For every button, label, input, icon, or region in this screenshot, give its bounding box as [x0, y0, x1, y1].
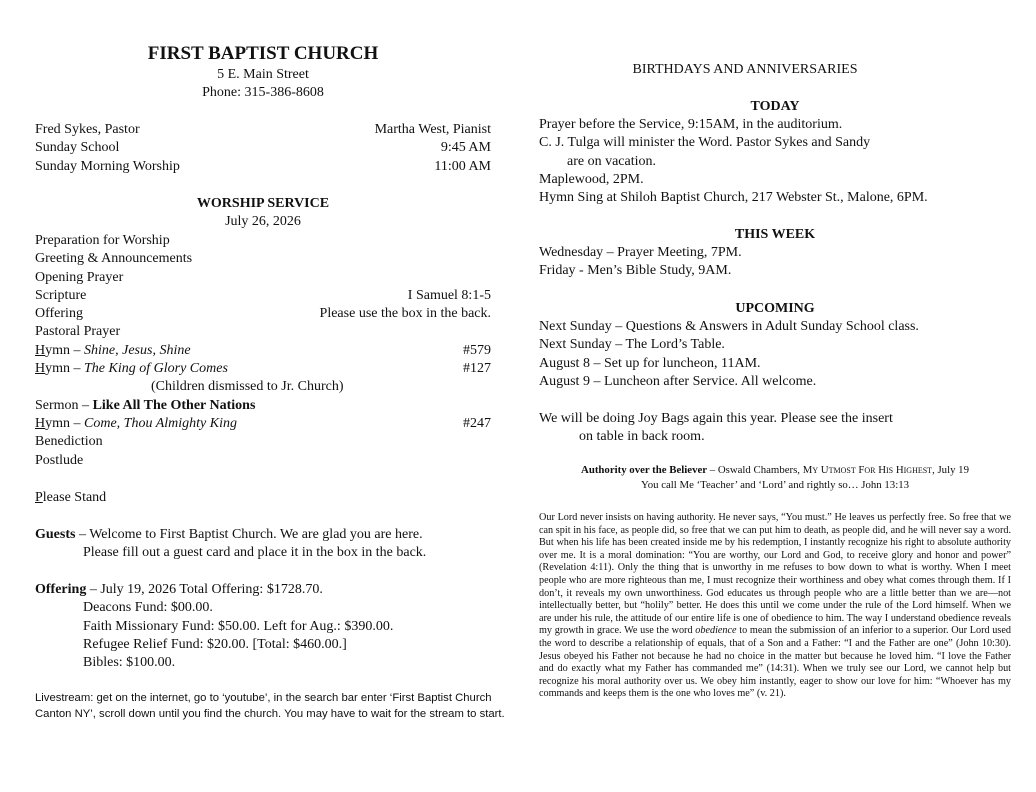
livestream-note: Livestream: get on the internet, go to ‘youtube’, in the search bar enter ‘First Baptist Church Canton NY’, scroll down until you find the church. You may have to wait for the stream to start. [35, 692, 505, 721]
week-list [539, 244, 1011, 281]
week-title: THIS WEEK [734, 227, 816, 242]
benediction: Benediction [35, 434, 103, 450]
joy-line-2: on table in back room. [579, 429, 705, 445]
stand-text: lease Stand [42, 490, 107, 505]
upcoming-item: Next Sunday – Questions & Answers in Adult Sunday School class. [539, 319, 919, 334]
today-item: Prayer before the Service, 9:15AM, in the auditorium. [539, 117, 843, 132]
today-item: C. J. Tulga will minister the Word. Pastor Sykes and Sandy [539, 135, 871, 151]
staff-row [35, 139, 491, 157]
hymn-row [35, 360, 491, 378]
preparation: Preparation for Worship [35, 233, 170, 248]
offering-note: Please use the box in the back. [319, 306, 491, 322]
staff-left: Fred Sykes, Pastor [35, 122, 140, 137]
guests-line [35, 526, 491, 544]
opening-prayer: Opening Prayer [35, 269, 124, 285]
fund-line: Deacons Fund: $00.00. [83, 600, 213, 616]
sermon-title: Like All The Other Nations [92, 397, 256, 413]
please-stand [35, 489, 491, 507]
guests-label: Guests [35, 527, 76, 542]
staff-right: Martha West, Pianist [374, 122, 491, 137]
devotional-text: to mean the submission of an inferior to a superior. Our Lord used the word to describe a relationship of equals, that of a Son and a Father: “I and the Father are one” (John 10:30). Jesus obeyed his Father not because he had no choice in the matter but because he loved him. “I love the Father and do exactly what my Father has commanded me” (14:31). When we truly see our Lord, we cannot help but recognize his moral authority over us. We obey him instantly, eager to show our love for him: “Whoever has my commands and keeps them is the one who loves me” (v. 21). [539, 625, 1011, 700]
pastoral-prayer: Pastoral Prayer [35, 324, 121, 340]
offering-report-label: Offering [35, 582, 87, 597]
hymn-number: #127 [463, 361, 491, 377]
service-title: WORSHIP SERVICE [196, 196, 330, 211]
today-item: Maplewood, 2PM. [539, 171, 644, 187]
devotional-date: , July 19 [932, 464, 969, 476]
postlude: Postlude [35, 452, 84, 468]
today-item: Hymn Sing at Shiloh Baptist Church, 217 Webster St., Malone, 6PM. [539, 190, 928, 206]
hymn-number: #247 [463, 415, 491, 431]
devotional-body [539, 512, 1011, 701]
staff-right: 11:00 AM [434, 158, 491, 174]
birthdays-title: BIRTHDAYS AND ANNIVERSARIES [632, 62, 858, 77]
staff-list [35, 121, 491, 176]
sermon-label: Sermon – [35, 397, 93, 413]
devotional-author: – Oswald Chambers, [707, 464, 803, 476]
hymn-label: ymn – [45, 361, 85, 377]
guests-text: – Welcome to First Baptist Church. We are glad you are here. [75, 527, 423, 542]
church-name: FIRST BAPTIST CHURCH [147, 43, 379, 64]
offering-label: Offering [35, 306, 83, 322]
order-of-service [35, 232, 491, 470]
devotional-emphasis: obedience [695, 625, 737, 637]
offering-total: – July 19, 2026 Total Offering: $1728.70. [86, 582, 323, 597]
greeting: Greeting & Announcements [35, 251, 193, 267]
joy-line-1: We will be doing Joy Bags again this year. Please see the insert [539, 411, 893, 426]
hymn-title: Shine, Jesus, Shine [84, 342, 191, 358]
devotional-verse: You call Me ‘Teacher’ and ‘Lord’ and rightly so… John 13:13 [640, 479, 909, 491]
offering-total-line [35, 581, 491, 599]
upcoming-title: UPCOMING [735, 301, 815, 316]
stand-initial: P [35, 490, 43, 505]
guests-section [35, 526, 491, 563]
children-dismissed: (Children dismissed to Jr. Church) [151, 379, 344, 395]
hymn-title: Come, Thou Almighty King [84, 415, 237, 431]
scripture-ref: I Samuel 8:1-5 [407, 287, 491, 303]
joy-bags-note [539, 410, 1011, 447]
fund-line: Refugee Relief Fund: $20.00. [Total: $460.00.] [83, 636, 347, 652]
staff-row [35, 158, 491, 176]
hymn-row [35, 342, 491, 360]
scripture-label: Scripture [35, 287, 87, 303]
devotional-text: Our Lord never insists on having authority. He never says, “You must.” He leaves us perfectly free. So free that we can spit in his face, as people did, so free that we can put him to death, as people did, and he will never say a word. But when his life has been created inside me by his redemption, I instantly recognize his right to absolute authority over me. It is a moral domination: “You are worthy, our Lord and God, to receive glory and honor and power” (Revelation 4:11). Only the thing that is unworthy in me refuses to bow down to what is worthy. When I meet people who are more righteous than me, I must recognize their worthiness and obey what comes through them. If I don’t, it reveals my own unworthiness. God educates us through people who are a little better than we are—not intellectually better, but “holily” better. He does this until we come under the rule of the Lord himself. When we are under his rule, the attitude of our entire life is one of obedience to him. The way I understand obedience reveals my growth in grace. We use the word [539, 512, 1011, 637]
service-date: July 26, 2026 [225, 214, 301, 229]
staff-right: 9:45 AM [440, 140, 491, 156]
guests-line-2: Please fill out a guest card and place it in the box in the back. [83, 545, 427, 561]
offering-row [35, 305, 491, 323]
week-item: Wednesday – Prayer Meeting, 7PM. [539, 245, 742, 260]
hymn-number: #579 [463, 342, 491, 358]
hymn-label: ymn – [45, 342, 85, 358]
offering-section [35, 581, 491, 672]
upcoming-item: Next Sunday – The Lord’s Table. [539, 337, 725, 353]
church-address: 5 E. Main Street [217, 67, 309, 82]
hymn-title: The King of Glory Comes [84, 361, 228, 377]
devotional-title: Authority over the Believer [581, 464, 708, 476]
today-list [539, 116, 1011, 207]
hymn-label: ymn – [45, 415, 85, 431]
week-item: Friday - Men’s Bible Study, 9AM. [539, 263, 732, 279]
fund-line: Faith Missionary Fund: $50.00. Left for Aug.: $390.00. [83, 618, 394, 634]
hymn-row [35, 415, 491, 433]
hymn-initial: H [35, 415, 46, 431]
fund-line: Bibles: $100.00. [83, 655, 176, 671]
today-item: are on vacation. [567, 153, 657, 169]
today-title: TODAY [750, 99, 800, 114]
upcoming-item: August 9 – Luncheon after Service. All welcome. [539, 373, 817, 389]
staff-left: Sunday Morning Worship [35, 158, 180, 174]
upcoming-item: August 8 – Set up for luncheon, 11AM. [539, 355, 761, 371]
sermon-row [35, 397, 491, 415]
church-phone: Phone: 315-386-8608 [202, 85, 324, 100]
devotional-title-line [539, 463, 1011, 478]
staff-row [35, 121, 491, 139]
staff-left: Sunday School [35, 140, 120, 156]
upcoming-list [539, 318, 1011, 391]
devotional-heading [539, 463, 1011, 493]
scripture-row [35, 287, 491, 305]
devotional-book: My Utmost For His Highest [802, 464, 933, 476]
hymn-initial: H [35, 361, 46, 377]
hymn-initial: H [35, 342, 46, 358]
